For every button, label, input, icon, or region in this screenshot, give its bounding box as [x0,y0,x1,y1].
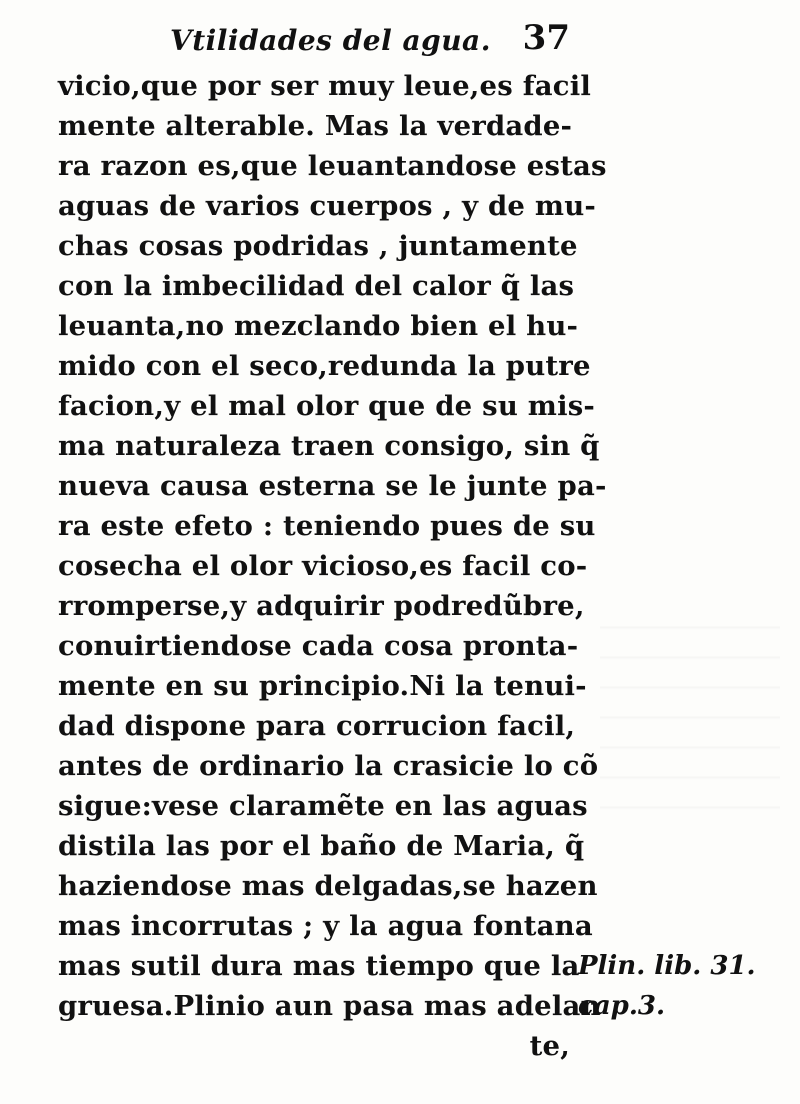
text-line: antes de ordinario la crasicie lo cõ [58,750,599,782]
catchword: te, [529,1030,570,1062]
page-number: 37 [522,18,570,58]
bleed-through-texture [600,600,780,820]
text-line: gruesa.Plinio aun pasa mas adelan [58,990,601,1022]
text-line: sigue:vese claramẽte en las aguas [58,790,588,822]
text-line: facion,y el mal olor que de su mis- [58,390,596,422]
text-line: ra este efeto : teniendo pues de su [58,510,596,542]
text-line: ma naturaleza traen consigo, sin q̃ [58,430,600,462]
text-line: cosecha el olor vicioso,es facil co- [58,550,588,582]
text-line: dad dispone para corrucion facil, [58,710,576,742]
text-line: mido con el seco,redunda la putre [58,350,591,382]
text-line: chas cosas podridas , juntamente [58,230,578,262]
text-line: haziendose mas delgadas,se hazen [58,870,598,902]
text-line: leuanta,no mezclando bien el hu- [58,310,579,342]
text-line: vicio,que por ser muy leue,es facil [58,70,591,102]
text-line: mas sutil dura mas tiempo que la [58,950,580,982]
margin-citation-line: cap.3. [578,991,666,1021]
text-line: mente alterable. Mas la verdade- [58,110,573,142]
body-text [58,66,607,1066]
margin-citation-line: Plin. lib. 31. [578,951,756,981]
text-line: rromperse,y adquirir podredũbre, [58,590,585,622]
text-line: distila las por el baño de Maria, q̃ [58,830,585,862]
running-title: Vtilidades del agua. [170,24,491,57]
text-line: mas incorrutas ; y la agua fontana [58,910,593,942]
text-line: aguas de varios cuerpos , y de mu- [58,190,597,222]
page-header [170,18,570,62]
margin-citation [578,946,793,1026]
text-line: ra razon es,que leuantandose estas [58,150,607,182]
text-line: conuirtiendose cada cosa pronta- [58,630,579,662]
text-line: con la imbecilidad del calor q̃ las [58,270,575,302]
text-line: mente en su principio.Ni la tenui- [58,670,587,702]
text-line: nueva causa esterna se le junte pa- [58,470,607,502]
